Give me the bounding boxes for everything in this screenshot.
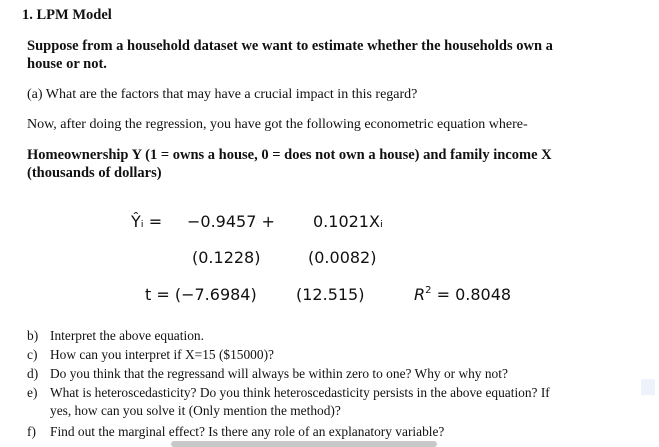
question-text: Interpret the above equation. — [50, 328, 204, 343]
equation-intercept: −0.9457 + — [187, 212, 275, 231]
corner-marker — [641, 379, 655, 395]
question-label: d) — [27, 366, 39, 381]
question-text: Find out the marginal effect? Is there any role of an explanatory variable? — [50, 424, 445, 439]
r-squared-symbol: R — [414, 285, 426, 304]
horizontal-scrollbar[interactable] — [171, 441, 437, 447]
se-intercept: (0.1228) — [192, 248, 261, 267]
question-label: f) — [27, 424, 36, 439]
scenario-line-1: Suppose from a household dataset we want to estimate whether the households own a — [27, 38, 553, 54]
r-squared-exponent: 2 — [425, 285, 432, 296]
question-text: Do you think that the regressand will always be within zero to one? Why or why not? — [50, 366, 508, 381]
question-label: e) — [27, 385, 38, 400]
r-squared-value: = 0.8048 — [431, 285, 512, 304]
question-e-continued: yes, how can you solve it (Only mention the method)? — [50, 403, 341, 418]
question-text: What is heteroscedasticity? Do you think heteroscedasticity persists in the above equation? If — [50, 385, 550, 400]
t-stat-slope: (12.515) — [296, 285, 365, 304]
question-text: How can you interpret if X=15 ($15000)? — [50, 347, 274, 362]
question-a: (a) What are the factors that may have a crucial impact in this regard? — [27, 87, 418, 102]
se-slope: (0.0082) — [308, 248, 377, 267]
r-squared — [414, 285, 511, 304]
equation-lhs: Ŷᵢ = — [131, 212, 163, 231]
t-stat-intercept: t = (−7.6984) — [145, 285, 257, 304]
definition-line-2: (thousands of dollars) — [27, 165, 162, 181]
equation-slope: 0.1021Xᵢ — [313, 212, 383, 231]
question-label: b) — [27, 328, 39, 343]
scenario-line-2: house or not. — [27, 56, 107, 72]
section-title: 1. LPM Model — [22, 7, 112, 23]
question-label: c) — [27, 347, 38, 362]
definition-line-1: Homeownership Y (1 = owns a house, 0 = does not own a house) and family income X — [27, 147, 552, 163]
intro-text: Now, after doing the regression, you have got the following econometric equation where- — [27, 117, 528, 132]
